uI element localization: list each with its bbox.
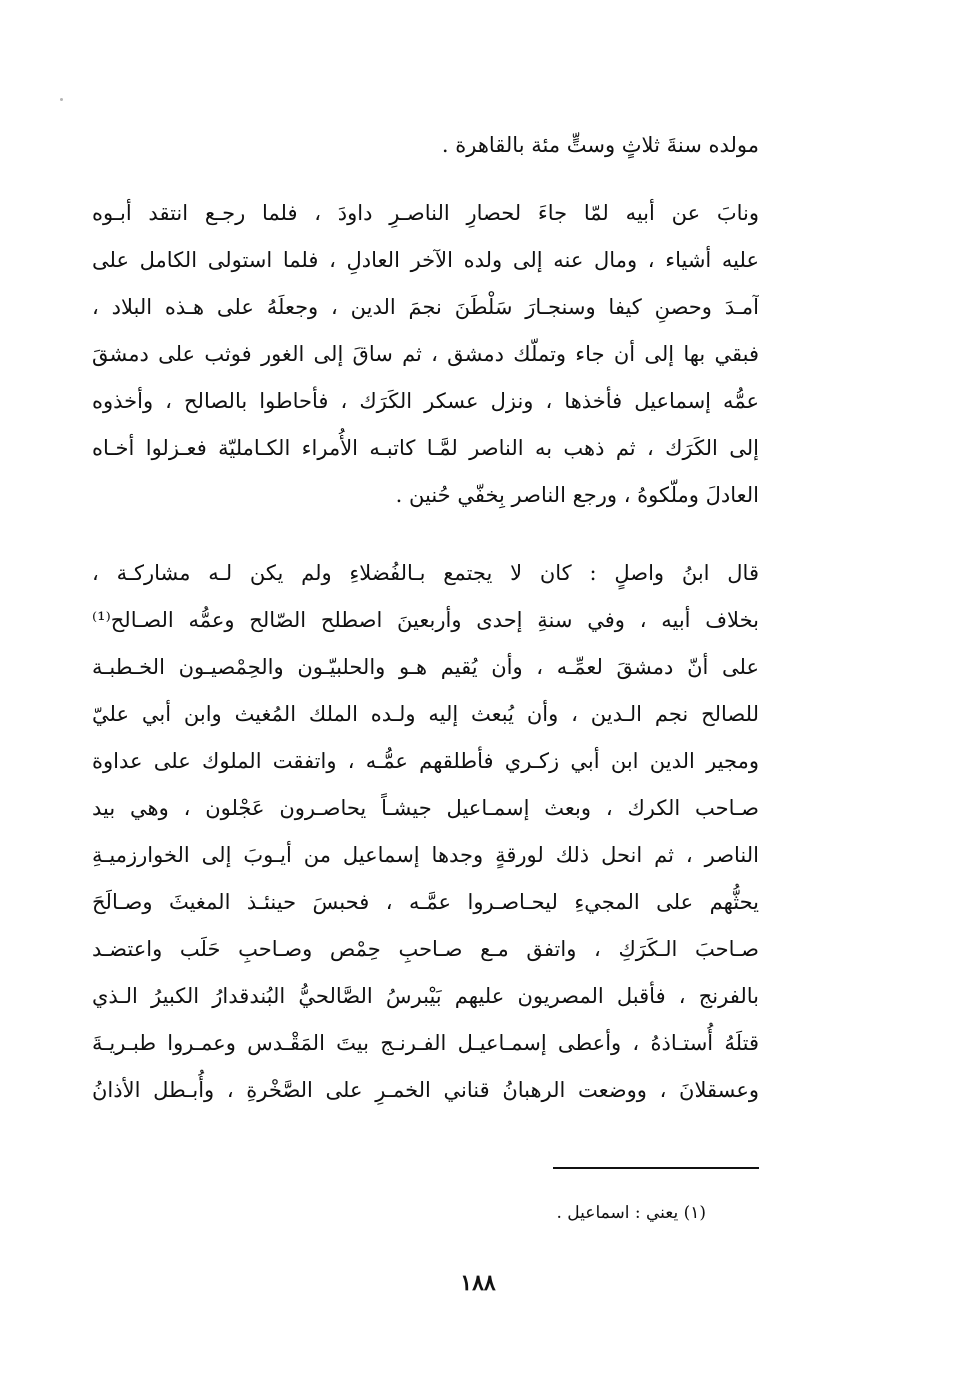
- text-line: ومجير الدين ابن أبي زكـري فأطلقهم عمُّـه ، واتفقت الملوك على عداوة: [92, 749, 759, 773]
- text-line: العادلَ وملّكوهُ ، ورجع الناصر بِخفّي حُنين .: [395, 483, 759, 507]
- text-line: قال ابنُ واصلٍ : كان لا يجتمع بـالفُضلاءِ ولم يكن لـه مشاركـة ،: [92, 561, 759, 585]
- text-line: فبقي بها إلى أن جاء وتملّك دمشق ، ثم ساقَ إلى الغور فوثب على دمشقَ: [92, 342, 759, 366]
- footnote-divider: [553, 1167, 759, 1169]
- text-line: بخلاف أبيه ، وفي سنةِ إحدى وأربعينَ اصطلح الصّالح وعمُّه الصـالح⁽¹⁾: [92, 608, 759, 632]
- text-line: يحثُّهم على المجيءِ ليحـاصـروا عمَّـه ، فحبسَ حينئـذ المغيثَ وصـالَحَ: [92, 890, 759, 914]
- text-line: عليه أشياء ، ومال عنه إلى ولده الآخر العادلِ ، فلما استولى الكامل على: [92, 248, 759, 272]
- text-line: إلى الكَرَك ، ثم ذهب به الناصر لمَّـا كاتبـه الأُمراء الكـامليّة فعـزلوا أخـاه: [92, 436, 759, 460]
- text-line: صـاحب الكرك ، وبعث إسمـاعيل جيشـاً يحاصـرون عَجْلون ، وهي بيد: [92, 796, 759, 820]
- text-line: مولده سنةَ ثلاثٍ وستٍّ مئة بالقاهرة .: [441, 133, 759, 157]
- text-line: على أنّ دمشقَ لعمِّـه ، وأن يُقيم هـو والحلبيّـون والحِمْصيـون الخـطبـة: [92, 655, 759, 679]
- text-line: قتلَهُ أُستـاذهُ ، وأعطى إسمـاعيـل الفـرنـج بيتَ المَقْـدس وعمـروا طبـريـةَ: [92, 1031, 759, 1055]
- footnote: (١) يعني : اسماعيل .: [556, 1203, 706, 1223]
- intro-paragraph: [92, 122, 759, 169]
- page-number: ١٨٨: [460, 1270, 496, 1296]
- text-line: الناصر ، ثم انحل ذلك لورقةٍ وجدها إسماعيل من أيـوبَ إلى الخوارزميـةِ: [92, 843, 759, 867]
- text-line: آمـدَ وحصنِ كيفا وسنجـارَ سَلْطَنَ نجمَ الدين ، وجعلَهُ على هـذه البلاد ،: [92, 295, 759, 319]
- text-line: وعسقلانَ ، ووضعت الرهبانُ قناني الخمـرِ على الصَّخْرةِ ، وأُبـطل الأذانُ: [92, 1078, 759, 1102]
- text-line: عمُّه إسماعيل فأخذها ، ونزل عسكر الكَرَك ، فأحاطوا بالصالح ، وأخذوه: [92, 389, 759, 413]
- scan-speck: [60, 98, 63, 101]
- text-line: للصالح نجم الـدين ، وأن يُبعث إليه ولـده الملك المُغيث وابن أبي عليّ: [92, 702, 759, 726]
- text-line: بالفرنج ، فأقبل المصريون عليهم بَيْبرسُ الصَّالحيُّ البُندقدارُ الكبيرُ الـذي: [92, 984, 759, 1008]
- paragraph-2: [92, 550, 759, 1114]
- text-line: صـاحبَ الـكَرَكِ ، واتفق مـع صـاحبِ حِمْص وصـاحبِ حَلَب واعتضـد: [92, 937, 759, 961]
- text-line: ونابَ عن أبيه لمّا جاءَ لحصارِ الناصـرِ داودَ ، فلما رجـع انتقد أبـوه: [92, 201, 759, 225]
- paragraph-1: [92, 190, 759, 519]
